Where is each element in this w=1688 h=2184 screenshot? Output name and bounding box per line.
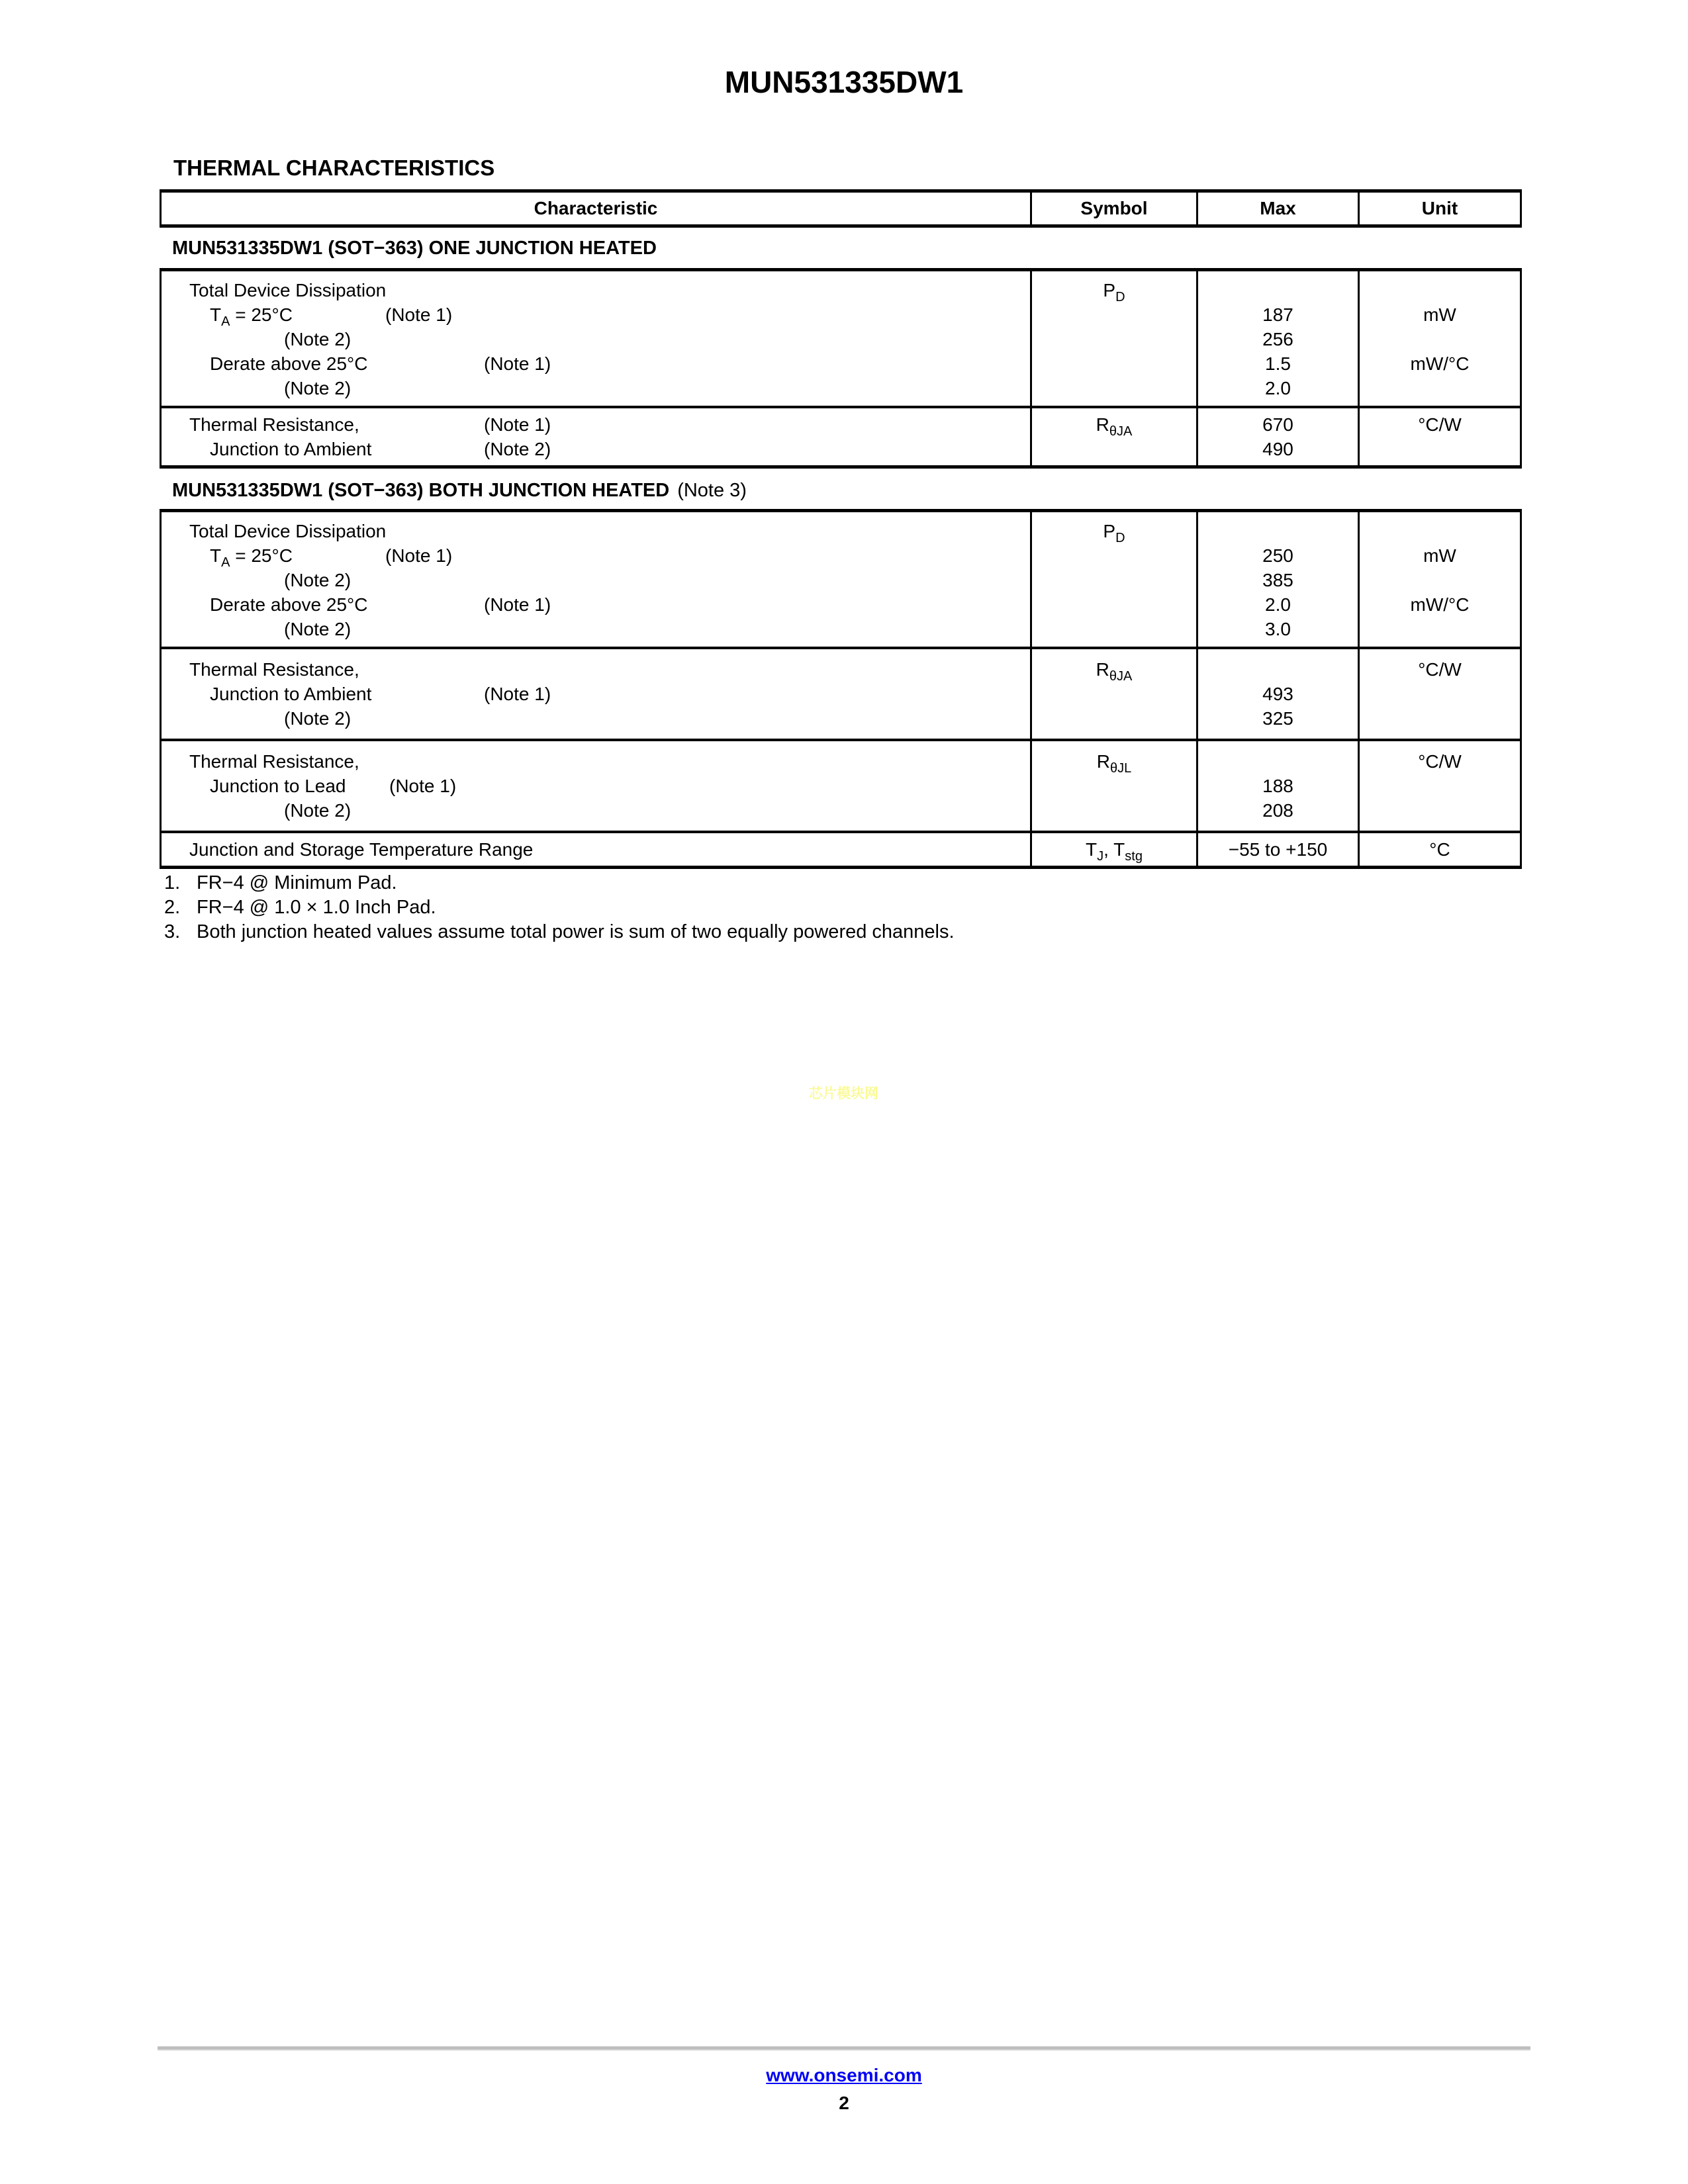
section-heading-text: MUN531335DW1 (SOT−363) ONE JUNCTION HEATED: [172, 238, 657, 259]
table-row-thermal-resistance-ja: [162, 406, 1520, 465]
footer-link-container: [0, 2065, 1688, 2086]
spacer-line: [1360, 568, 1520, 592]
characteristic-line: Junction to Ambient (Note 2): [189, 437, 1030, 461]
symbol-value: $P_D$: [1103, 280, 1125, 304]
spacer-line: [1360, 376, 1520, 400]
max-value: 3.0: [1265, 619, 1291, 639]
max-cell: [1196, 408, 1358, 465]
max-value: 188: [1262, 776, 1293, 796]
unit-value: mW/°C: [1410, 594, 1470, 615]
symbol-cell: [1030, 408, 1196, 465]
footer-divider: [158, 2046, 1530, 2051]
max-value: 187: [1262, 304, 1293, 325]
max-value: 2.0: [1265, 378, 1291, 398]
characteristic-line: Junction to Ambient (Note 1): [189, 682, 1030, 706]
spacer-line: [1360, 617, 1520, 641]
characteristic-line: $T_A = 25^\circ C$ (Note 1): [189, 543, 1030, 568]
max-cell: [1196, 649, 1358, 739]
max-cell: [1196, 833, 1358, 866]
symbol-cell: [1030, 649, 1196, 739]
characteristic-line: (Note 2): [284, 619, 352, 639]
column-header-symbol: Symbol: [1030, 193, 1196, 224]
characteristic-cell: [162, 271, 1030, 406]
section-heading-both-junction: [172, 480, 747, 500]
symbol-cell: [1030, 512, 1196, 647]
footnote-text: FR−4 @ Minimum Pad.: [197, 872, 397, 893]
page-number: 2: [839, 2093, 849, 2113]
characteristic-cell: [162, 512, 1030, 647]
footnote: [164, 871, 955, 895]
characteristic-line: Thermal Resistance, (Note 1): [189, 412, 1030, 437]
note-ref: (Note 1): [484, 414, 551, 435]
characteristic-line: Derate above 25°C (Note 1): [189, 592, 1030, 617]
symbol-cell: [1030, 271, 1196, 406]
characteristic-cell: [162, 408, 1030, 465]
symbol-value: $R_{\theta JL}$: [1096, 751, 1132, 776]
note-ref: (Note 2): [484, 439, 551, 459]
unit-cell: [1358, 833, 1520, 866]
unit-cell: [1358, 741, 1520, 831]
spacer-line: [1360, 278, 1520, 302]
footnotes: [164, 871, 955, 944]
unit-cell: [1358, 271, 1520, 406]
both-junction-table: [160, 509, 1522, 869]
table-row-dissipation: [162, 271, 1520, 406]
unit-cell: [1358, 408, 1520, 465]
characteristic-line: Total Device Dissipation: [189, 521, 387, 541]
max-value: 670: [1262, 414, 1293, 435]
spacer-line: [1198, 278, 1358, 302]
max-value: −55 to +150: [1228, 839, 1328, 860]
spacer-line: [1360, 682, 1520, 706]
table-row-thermal-resistance-jl: [162, 739, 1520, 831]
max-value: 490: [1262, 439, 1293, 459]
unit-value: mW/°C: [1410, 353, 1470, 374]
footnote-text: Both junction heated values assume total power is sum of two equally powered channels.: [197, 921, 955, 942]
characteristic-line: $T_A = 25^\circ C$ (Note 1): [189, 302, 1030, 327]
max-cell: [1196, 271, 1358, 406]
page-title: MUN531335DW1: [724, 65, 964, 99]
symbol-cell: [1030, 741, 1196, 831]
characteristic-line: Total Device Dissipation: [189, 280, 387, 300]
unit-value: °C: [1429, 839, 1450, 860]
characteristic-cell: [162, 649, 1030, 739]
unit-value: mW: [1423, 545, 1456, 566]
characteristic-line: (Note 2): [284, 378, 352, 398]
unit-cell: [1358, 512, 1520, 647]
characteristic-cell: [162, 833, 1030, 866]
characteristic-line: Thermal Resistance,: [189, 659, 359, 680]
max-value: 493: [1262, 684, 1293, 704]
table-header-row: [160, 189, 1522, 228]
note-ref: (Note 1): [385, 304, 453, 325]
characteristic-line: (Note 2): [284, 329, 352, 349]
max-value: 256: [1262, 329, 1293, 349]
column-header-characteristic: Characteristic: [534, 198, 658, 218]
column-header-max: Max: [1196, 193, 1358, 224]
column-header-unit: Unit: [1358, 193, 1520, 224]
table-row-dissipation: [162, 512, 1520, 647]
max-value: 250: [1262, 545, 1293, 566]
characteristic-line: (Note 2): [284, 570, 352, 590]
max-cell: [1196, 512, 1358, 647]
spacer-line: [1360, 327, 1520, 351]
spacer-line: [1360, 798, 1520, 823]
spacer-line: [1360, 519, 1520, 543]
spacer-line: [1360, 437, 1520, 461]
max-value: 385: [1262, 570, 1293, 590]
section-heading-note: (Note 3): [677, 480, 747, 501]
footnote-number: 2.: [164, 897, 181, 918]
symbol-value: $P_D$: [1103, 521, 1125, 545]
symbol-cell: [1030, 833, 1196, 866]
footnote-number: 3.: [164, 921, 181, 942]
spacer-line: [1360, 706, 1520, 731]
footnote: [164, 895, 955, 920]
note-ref: (Note 1): [484, 594, 551, 615]
table-row-temperature-range: [162, 831, 1520, 866]
note-ref: (Note 1): [484, 684, 551, 704]
table-row-thermal-resistance-ja: [162, 647, 1520, 739]
unit-value: mW: [1423, 304, 1456, 325]
spacer-line: [1198, 657, 1358, 682]
onsemi-link[interactable]: www.onsemi.com: [766, 2065, 922, 2085]
footnote-number: 1.: [164, 872, 181, 893]
max-value: 2.0: [1265, 594, 1291, 615]
characteristic-line: Derate above 25°C (Note 1): [189, 351, 1030, 376]
max-value: 208: [1262, 800, 1293, 821]
thermal-characteristics-heading: THERMAL CHARACTERISTICS: [173, 156, 495, 180]
spacer-line: [1198, 519, 1358, 543]
note-ref: (Note 1): [484, 353, 551, 374]
note-ref: (Note 1): [385, 545, 453, 566]
characteristic-line: Junction to Lead (Note 1): [189, 774, 1030, 798]
max-cell: [1196, 741, 1358, 831]
characteristic-cell: [162, 741, 1030, 831]
characteristic-line: (Note 2): [284, 800, 352, 821]
characteristic-line: (Note 2): [284, 708, 352, 729]
unit-cell: [1358, 649, 1520, 739]
section-heading-text: MUN531335DW1 (SOT−363) BOTH JUNCTION HEATED: [172, 480, 670, 501]
footnote: [164, 920, 955, 944]
note-ref: (Note 1): [389, 776, 457, 796]
spacer-line: [1360, 774, 1520, 798]
spacer-line: [1198, 749, 1358, 774]
unit-value: °C/W: [1418, 659, 1462, 680]
max-value: 325: [1262, 708, 1293, 729]
watermark: 芯片模块网: [809, 1086, 878, 1101]
footnote-text: FR−4 @ 1.0 × 1.0 Inch Pad.: [197, 897, 436, 918]
characteristic-line: Thermal Resistance,: [189, 751, 359, 772]
unit-value: °C/W: [1418, 414, 1462, 435]
symbol-value: $R_{\theta JA}$: [1096, 659, 1133, 684]
symbol-value: $R_{\theta JA}$: [1096, 414, 1133, 439]
symbol-value: $T_J$, $T_{stg}$: [1086, 839, 1143, 864]
max-value: 1.5: [1265, 353, 1291, 374]
section-heading-one-junction: [172, 238, 657, 258]
unit-value: °C/W: [1418, 751, 1462, 772]
characteristic-line: Junction and Storage Temperature Range: [189, 839, 534, 860]
one-junction-table: [160, 268, 1522, 469]
